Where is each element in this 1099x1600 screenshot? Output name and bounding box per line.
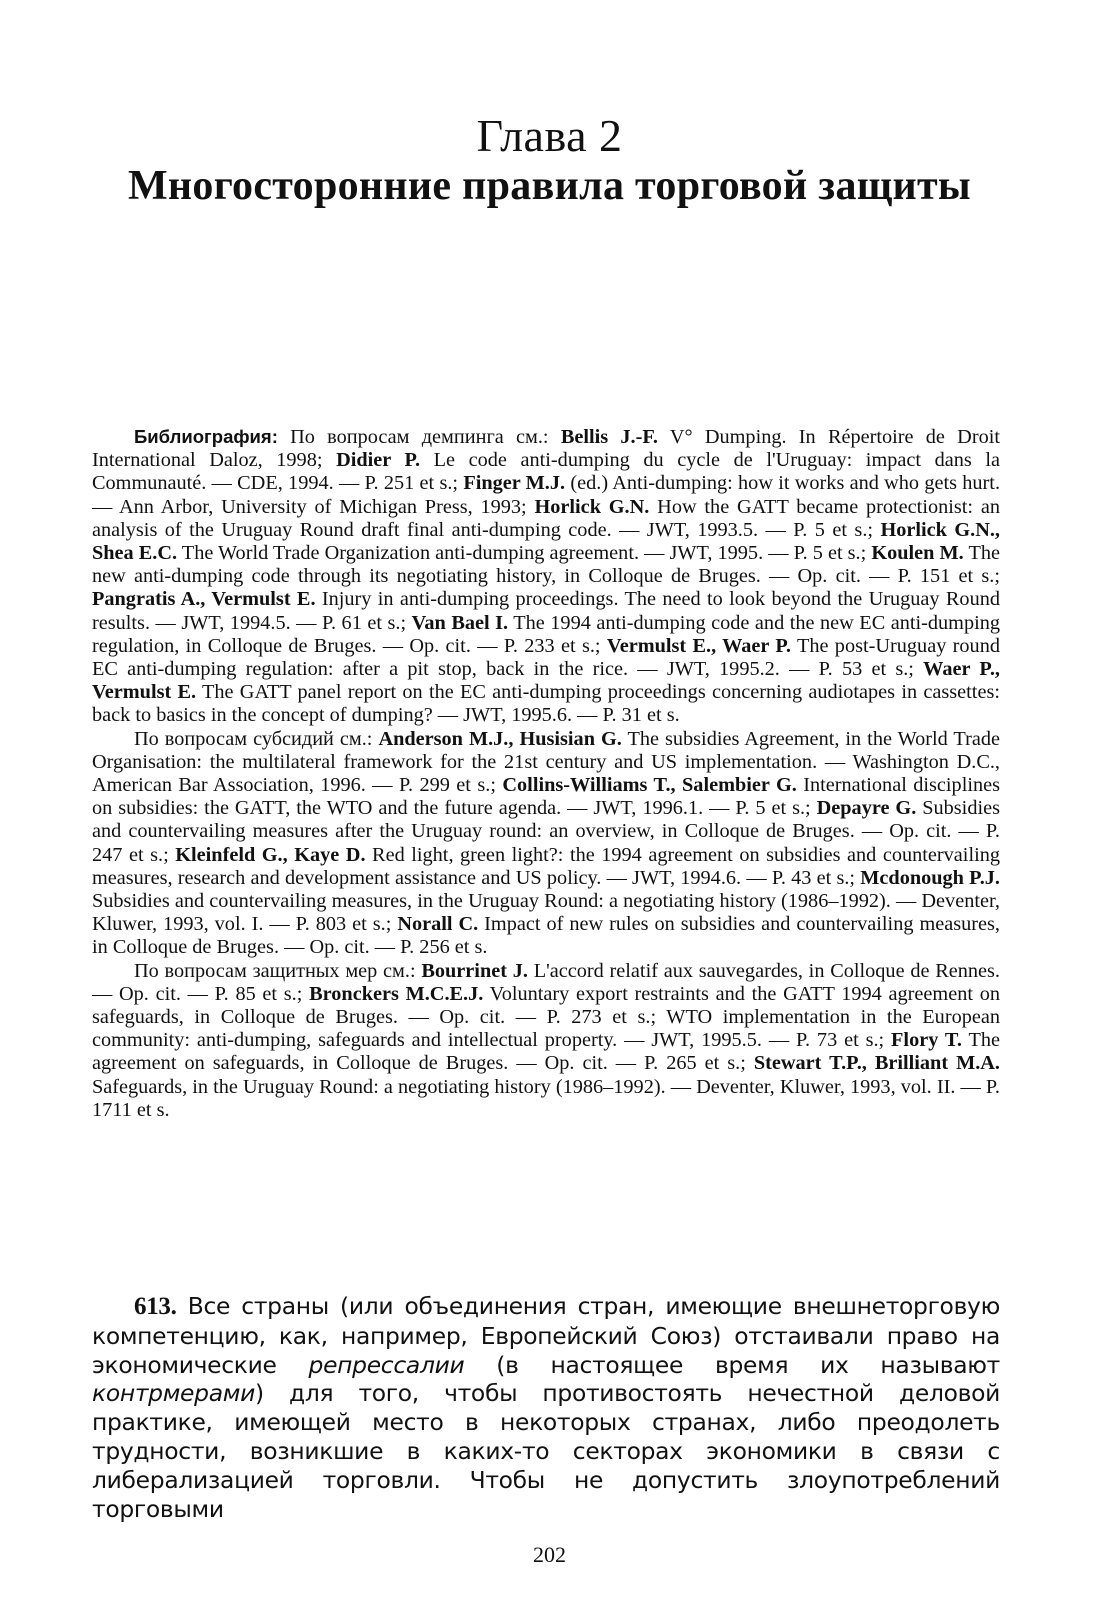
- bibliography-block: [92, 425, 1000, 1122]
- bibliography-subsidies: По вопросам субсидий см.: Anderson M.J., Husisian G. The subsidies Agreement, in the World Trade Organisation: the multilateral framework for the 21st century and US implementation. — Washington D.C., American Bar Association, 1996. — P. 299 et s.; Collins-Williams T., Salembier G. International disciplines on subsidies: the GATT, the WTO and the future agenda. — JWT, 1996.1. — P. 5 et s.; Depayre G. Subsidies and countervailing measures after the Uruguay round: an overview, in Colloque de Bruges. — Op. cit. — P. 247 et s.; Kleinfeld G., Kaye D. Red light, green light?: the 1994 agreement on subsidies and countervailing measures, research and development assistance and US policy. — JWT, 1994.6. — P. 43 et s.; Mcdonough P.J. Subsidies and countervailing measures, in the Uruguay Round: a negotiating history (1986–1992). — Deventer, Kluwer, 1993, vol. I. — P. 803 et s.; Norall C. Impact of new rules on subsidies and countervailing measures, in Colloque de Bruges. — Op. cit. — P. 256 et s.: [92, 727, 1000, 959]
- author-name: Vermulst E., Waer P.: [606, 634, 791, 657]
- author-name: Depayre G.: [816, 797, 917, 820]
- italic-term: репрессалии: [308, 1350, 465, 1379]
- paragraph-613: 613. Все страны (или объединения стран, имеющие внешнеторговую компетенцию, как, например, Европейский Союз) отстаивали право на экономические репрессалии (в настоящее время их называют контрмерами) для того, чтобы противостоять нечестной деловой практике, имеющей место в некоторых странах, либо преодолеть трудности, возникшие в каких-то секторах экономики в связи с либерализацией торговли. Чтобы не допустить злоупотреблений торговыми: [92, 1292, 1000, 1523]
- main-paragraph: [92, 1292, 1000, 1523]
- bibliography-antidumping: Библиография: По вопросам демпинга см.: Bellis J.-F. V° Dumping. In Répertoire de Droit International Daloz, 1998; Didier P. Le code anti-dumping du cycle de l'Uruguay: impact dans la Communauté. — CDE, 1994. — P. 251 et s.; Finger M.J. (ed.) Anti-dumping: how it works and who gets hurt. — Ann Arbor, University of Michigan Press, 1993; Horlick G.N. How the GATT became protectionist: an analysis of the Uruguay Round draft final anti-dumping code. — JWT, 1993.5. — P. 5 et s.; Horlick G.N., Shea E.C. The World Trade Organization anti-dumping agreement. — JWT, 1995. — P. 5 et s.; Koulen M. The new anti-dumping code through its negotiating history, in Colloque de Bruges. — Op. cit. — P. 151 et s.; Pangratis A., Vermulst E. Injury in anti-dumping proceedings. The need to look beyond the Uruguay Round results. — JWT, 1994.5. — P. 61 et s.; Van Bael I. The 1994 anti-dumping code and the new EC anti-dumping regulation, in Colloque de Bruges. — Op. cit. — P. 233 et s.; Vermulst E., Waer P. The post-Uruguay round EC anti-dumping regulation: after a pit stop, back in the rice. — JWT, 1995.2. — P. 53 et s.; Waer P., Vermulst E. The GATT panel report on the EC anti-dumping proceedings concerning audiotapes in cassettes: back to basics in the concept of dumping? — JWT, 1995.6. — P. 31 et s.: [92, 426, 1001, 727]
- author-name: Collins-Williams T., Salembier G.: [502, 774, 797, 797]
- bibliography-safeguards: По вопросам защитных мер см.: Bourrinet J. L'accord relatif aux sauvegardes, in Colloque de Rennes. — Op. cit. — P. 85 et s.; Bronckers M.C.E.J. Voluntary export restraints and the GATT 1994 agreement on safeguards, in Colloque de Bruges. — Op. cit. — P. 273 et s.; WTO implementation in the European community: anti-dumping, safeguards and intellectual property. — JWT, 1995.5. — P. 73 et s.; Flory T. The agreement on safeguards, in Colloque de Bruges. — Op. cit. — P. 265 et s.; Stewart T.P., Brilliant M.A. Safeguards, in the Uruguay Round: a negotiating history (1986–1992). — Deventer, Kluwer, 1993, vol. II. — P. 1711 et s.: [92, 959, 1001, 1121]
- author-name: Anderson M.J., Husisian G.: [378, 727, 622, 750]
- author-name: Finger M.J.: [463, 472, 566, 495]
- bibliography-label: Библиография:: [134, 426, 278, 447]
- page-number: 202: [533, 1542, 566, 1567]
- author-name: Van Bael I.: [411, 611, 509, 634]
- author-name: Waer P., Vermulst E.: [92, 658, 1000, 704]
- author-name: Pangratis A., Vermulst E.: [92, 588, 316, 611]
- italic-term: контрмерами: [92, 1379, 255, 1408]
- author-name: Mcdonough P.J.: [860, 866, 1000, 889]
- author-name: Koulen M.: [871, 542, 964, 565]
- author-name: Bellis J.-F.: [560, 426, 658, 448]
- chapter-title: Многосторонние правила торговой защиты: [127, 163, 972, 209]
- author-name: Stewart T.P., Brilliant M.A.: [753, 1052, 1001, 1075]
- author-name: Horlick G.N., Shea E.C.: [92, 518, 1001, 565]
- author-name: Didier P.: [336, 449, 421, 472]
- author-name: Bourrinet J.: [421, 959, 528, 982]
- author-name: Kleinfeld G., Kaye D.: [175, 843, 366, 866]
- chapter-label: Глава 2: [476, 110, 623, 161]
- author-name: Bronckers M.C.E.J.: [309, 982, 484, 1005]
- author-name: Flory T.: [891, 1029, 962, 1052]
- author-name: Norall C.: [397, 913, 479, 936]
- author-name: Horlick G.N.: [534, 495, 650, 518]
- paragraph-number: 613.: [134, 1293, 177, 1320]
